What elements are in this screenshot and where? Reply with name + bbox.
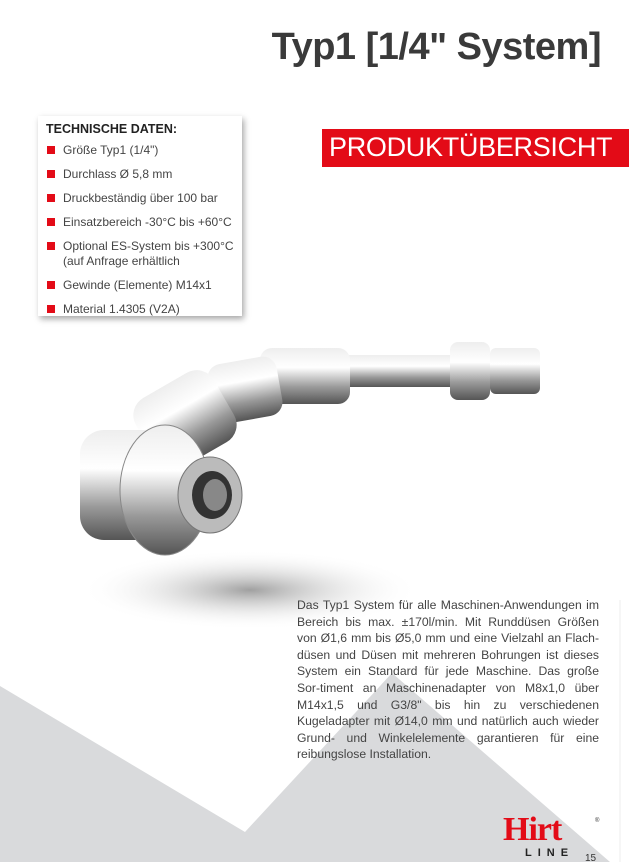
- tech-specs-box: [38, 116, 242, 316]
- spec-item: Einsatzbereich -30°C bis +60°C: [46, 215, 242, 230]
- bullet-icon: [47, 305, 55, 313]
- product-image: [60, 320, 580, 640]
- svg-text:Hirt: Hirt: [503, 811, 562, 848]
- section-banner: PRODUKTÜBERSICHT: [322, 129, 629, 167]
- bullet-icon: [47, 242, 55, 250]
- page-title: Typ1 [1/4" System]: [271, 26, 601, 68]
- spec-item: Material 1.4305 (V2A): [46, 302, 242, 317]
- spec-item: Gewinde (Elemente) M14x1: [46, 278, 242, 293]
- svg-text:LINE: LINE: [525, 847, 575, 859]
- spec-item: Optional ES-System bis +300°C (auf Anfrage erhältlich: [46, 239, 242, 269]
- spec-item: Größe Typ1 (1/4"): [46, 143, 242, 158]
- bullet-icon: [47, 218, 55, 226]
- spec-item: Druckbeständig über 100 bar: [46, 191, 242, 206]
- svg-text:®: ®: [595, 818, 600, 824]
- bullet-icon: [47, 281, 55, 289]
- bullet-icon: [47, 170, 55, 178]
- page-number: 15: [585, 853, 597, 864]
- product-description: Das Typ1 System für alle Maschinen-Anwendungen im Bereich bis max. ±170l/min. Mit Runddüsen Größen von Ø1,6 mm bis Ø5,0 mm und eine Vielzahl an Flach-düsen und Düsen mit mehreren Bohrungen ist dieses System ein Standard für jede Maschine. Das große Sor-timent an Maschinenadapter von M8x1,0 über M14x1,5 und G3/8" bis hin zu verschiedenen Kugeladapter mit Ø14,0 mm und natürlich auch wieder Grund- und Winkelelemente garantieren für eine reibungslose Installation.: [297, 598, 599, 762]
- specs-heading: TECHNISCHE DATEN:: [46, 122, 178, 136]
- spec-item: Durchlass Ø 5,8 mm: [46, 167, 242, 182]
- bullet-icon: [47, 146, 55, 154]
- bullet-icon: [47, 194, 55, 202]
